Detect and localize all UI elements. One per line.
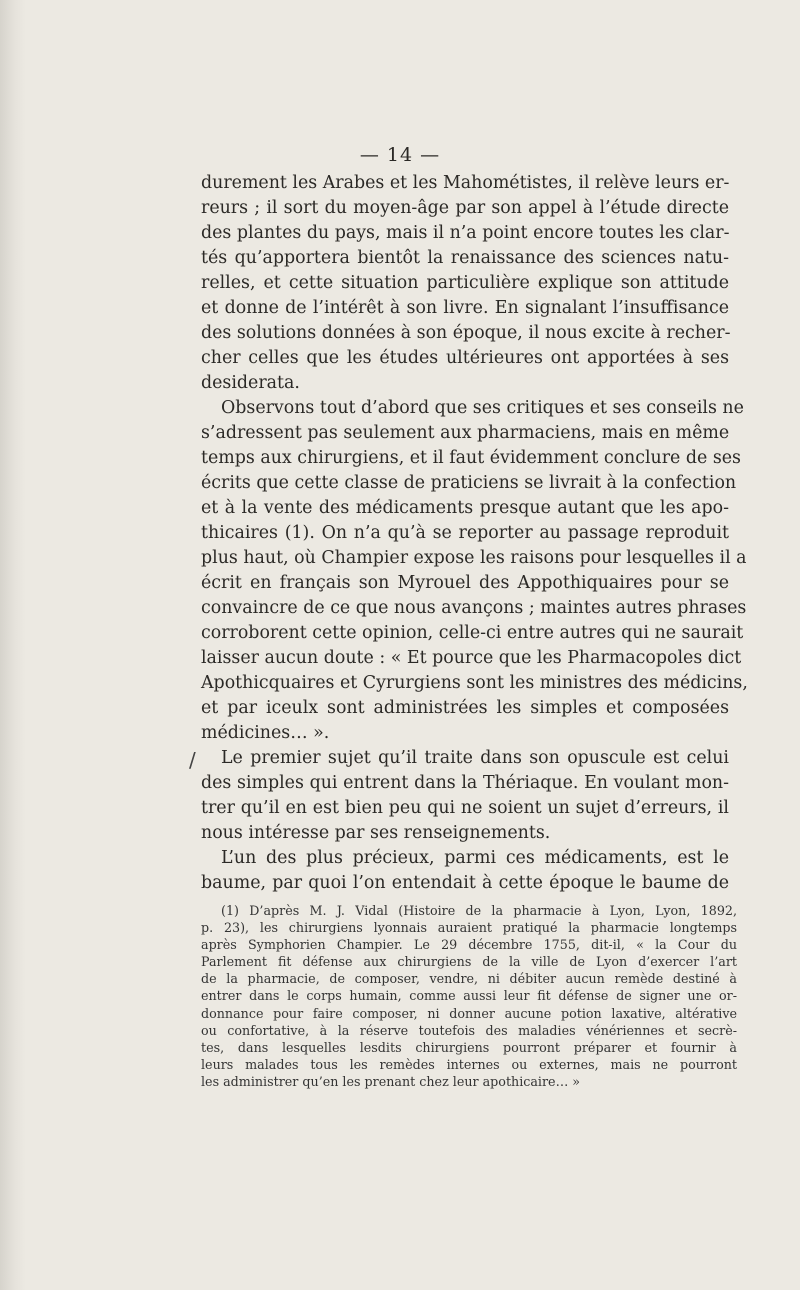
body-line: tés qu’apportera bientôt la renaissance des sciences natu- (201, 248, 729, 268)
body-line: et par iceulx sont administrées les simples et composées (201, 698, 729, 718)
body-line: temps aux chirurgiens, et il faut évidemment conclure de ses (201, 448, 741, 468)
margin-pencil-mark: / (189, 748, 196, 772)
body-line: L’un des plus précieux, parmi ces médicaments, est le (221, 848, 729, 868)
footnote-line: tes, dans lesquelles lesdits chirurgiens pourront préparer et fournir à (201, 1039, 737, 1055)
body-line: reurs ; il sort du moyen-âge par son appel à l’étude directe (201, 198, 729, 218)
body-line: trer qu’il en est bien peu qui ne soient un sujet d’erreurs, il (201, 798, 729, 818)
body-line: corroborent cette opinion, celle-ci entre autres qui ne saurait (201, 623, 744, 643)
footnote-line: les administrer qu’en les prenant chez leur apothicaire… » (201, 1073, 581, 1089)
body-line: s’adressent pas seulement aux pharmaciens, mais en même (201, 423, 730, 443)
footnotes (201, 902, 737, 1090)
body-line: baume, par quoi l’on entendait à cette époque le baume de (201, 873, 729, 893)
body-line: des solutions données à son époque, il nous excite à recher- (201, 323, 731, 343)
body-line: médicines… ». (201, 723, 330, 743)
page-number: — 14 — (359, 144, 441, 166)
footnote-line: (1) D’après M. J. Vidal (Histoire de la pharmacie à Lyon, Lyon, 1892, (221, 903, 737, 918)
footnote-line: donnance pour faire composer, ni donner aucune potion laxative, altérative (201, 1005, 737, 1021)
body-line: des simples qui entrent dans la Thériaque. En voulant mon- (201, 773, 729, 793)
body-line: relles, et cette situation particulière explique son attitude (201, 273, 729, 293)
body-line: Apothicquaires et Cyrurgiens sont les ministres des médicins, (201, 673, 748, 693)
body-line: Observons tout d’abord que ses critiques et ses conseils ne (221, 398, 744, 418)
footnote-line: leurs malades tous les remèdes internes ou externes, mais ne pourront (201, 1056, 737, 1072)
body-line: nous intéresse par ses renseignements. (201, 823, 551, 843)
body-line: durement les Arabes et les Mahométistes, il relève leurs er- (201, 173, 730, 193)
body-line: plus haut, où Champier expose les raisons pour lesquelles il a (201, 548, 747, 568)
body-line: laisser aucun doute : « Et pource que les Pharmacopoles dict (201, 648, 742, 668)
footnote-line: de la pharmacie, de composer, vendre, ni débiter aucun remède destiné à (201, 971, 737, 987)
body-line: des plantes du pays, mais il n’a point encore toutes les clar- (201, 223, 730, 243)
footnote-line: p. 23), les chirurgiens lyonnais auraient pratiqué la pharmacie longtemps (201, 920, 737, 936)
footnote-line: ou confortative, à la réserve toutefois des maladies vénériennes et secrè- (201, 1022, 737, 1038)
body-line: desiderata. (201, 373, 300, 393)
body-line: et à la vente des médicaments presque autant que les apo- (201, 498, 729, 518)
body-line: thicaires (1). On n’a qu’à se reporter au passage reproduit (201, 523, 729, 543)
body-line: écrit en français son Myrouel des Appothiquaires pour se (201, 573, 729, 593)
body-line: et donne de l’intérêt à son livre. En signalant l’insuffisance (201, 298, 729, 318)
body-line: convaincre de ce que nous avançons ; maintes autres phrases (201, 598, 747, 618)
marked-paragraph-start (189, 746, 729, 772)
footnote-line: après Symphorien Champier. Le 29 décembre 1755, dit-il, « la Cour du (201, 937, 737, 953)
body-line: cher celles que les études ultérieures ont apportées à ses (201, 348, 729, 368)
footnote-line: entrer dans le corps humain, comme aussi leur fit défense de signer une or- (201, 988, 737, 1004)
footnote-line: Parlement fit défense aux chirurgiens de la ville de Lyon d’exercer l’art (201, 954, 737, 970)
body-line: Le premier sujet qu’il traite dans son opuscule est celui (221, 748, 729, 768)
page-binding-shadow (0, 0, 26, 1290)
body-text (189, 171, 748, 896)
body-line: écrits que cette classe de praticiens se livrait à la confection (201, 473, 737, 493)
